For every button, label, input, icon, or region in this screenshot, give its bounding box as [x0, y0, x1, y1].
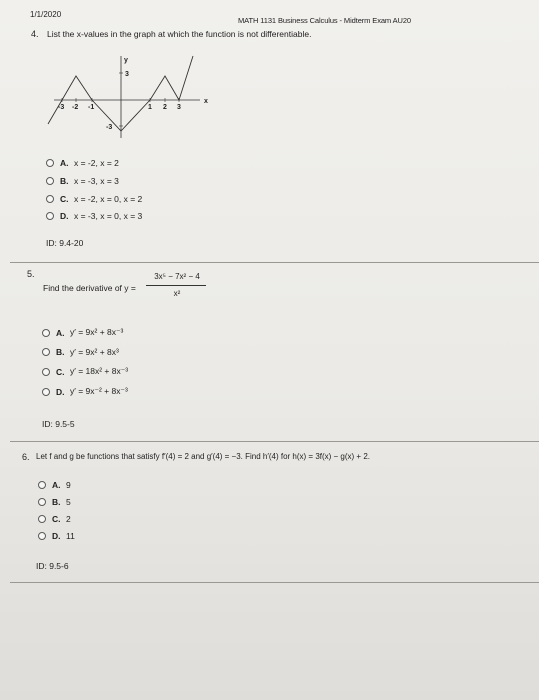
- radio-button[interactable]: [46, 177, 54, 185]
- q4-option-b[interactable]: B. x = -3, x = 3: [46, 176, 119, 186]
- x-tick-label: -3: [58, 104, 65, 111]
- q5-option-c[interactable]: C. y′ = 18x² + 8x⁻³: [42, 366, 128, 377]
- x-tick-label: 1: [148, 104, 152, 111]
- x-tick-label: 3: [177, 104, 181, 111]
- q5-numerator: 3x⁵ − 7x² − 4: [154, 272, 200, 281]
- q4-graph: [40, 48, 230, 148]
- q4-number: 4.: [31, 29, 39, 39]
- y-tick-label: -3: [106, 124, 113, 131]
- radio-button[interactable]: [38, 498, 46, 506]
- q4-text: List the x-values in the graph at which the function is not differentiable.: [47, 29, 312, 39]
- q4-id: ID: 9.4-20: [46, 238, 84, 248]
- q5-text: Find the derivative of y =: [43, 283, 136, 293]
- q6-option-d[interactable]: D. 11: [38, 531, 75, 541]
- q5-id: ID: 9.5-5: [42, 419, 75, 429]
- q6-option-a[interactable]: A. 9: [38, 480, 71, 490]
- radio-button[interactable]: [38, 515, 46, 523]
- divider: [10, 262, 539, 263]
- fraction-bar: [146, 285, 206, 286]
- q6-option-c[interactable]: C. 2: [38, 514, 71, 524]
- header-course-title: MATH 1131 Business Calculus - Midterm Exam AU20: [238, 16, 412, 25]
- function-curve: [48, 56, 193, 131]
- radio-button[interactable]: [42, 329, 50, 337]
- divider: [10, 441, 539, 442]
- q6-text: Let f and g be functions that satisfy f′(4) = 2 and g′(4) = −3. Find h′(4) for h(x) = 3f(x) − g(x) + 2.: [36, 452, 370, 461]
- q4-option-c[interactable]: C. x = -2, x = 0, x = 2: [46, 194, 142, 204]
- divider: [10, 582, 539, 583]
- q4-option-d[interactable]: D. x = -3, x = 0, x = 3: [46, 211, 142, 221]
- q5-number: 5.: [27, 269, 35, 279]
- q5-option-b[interactable]: B. y′ = 9x² + 8x³: [42, 347, 119, 357]
- radio-button[interactable]: [46, 195, 54, 203]
- q6-option-b[interactable]: B. 5: [38, 497, 71, 507]
- header-date: 1/1/2020: [30, 10, 62, 19]
- y-tick-label: 3: [125, 71, 129, 78]
- q5-option-d[interactable]: D. y′ = 9x⁻² + 8x⁻³: [42, 386, 128, 397]
- q6-id: ID: 9.5-6: [36, 561, 69, 571]
- radio-button[interactable]: [46, 212, 54, 220]
- x-axis-label: x: [204, 98, 208, 105]
- q5-denominator: x²: [173, 289, 181, 298]
- radio-button[interactable]: [38, 481, 46, 489]
- radio-button[interactable]: [42, 348, 50, 356]
- x-tick-label: -2: [72, 104, 79, 111]
- q6-number: 6.: [22, 452, 30, 462]
- q5-option-a[interactable]: A. y′ = 9x² + 8x⁻³: [42, 327, 123, 338]
- radio-button[interactable]: [38, 532, 46, 540]
- q4-option-a[interactable]: A. x = -2, x = 2: [46, 158, 119, 168]
- radio-button[interactable]: [42, 368, 50, 376]
- radio-button[interactable]: [46, 159, 54, 167]
- radio-button[interactable]: [42, 388, 50, 396]
- x-tick-label: 2: [163, 104, 167, 111]
- x-tick-label: -1: [88, 104, 95, 111]
- y-axis-label: y: [124, 57, 128, 64]
